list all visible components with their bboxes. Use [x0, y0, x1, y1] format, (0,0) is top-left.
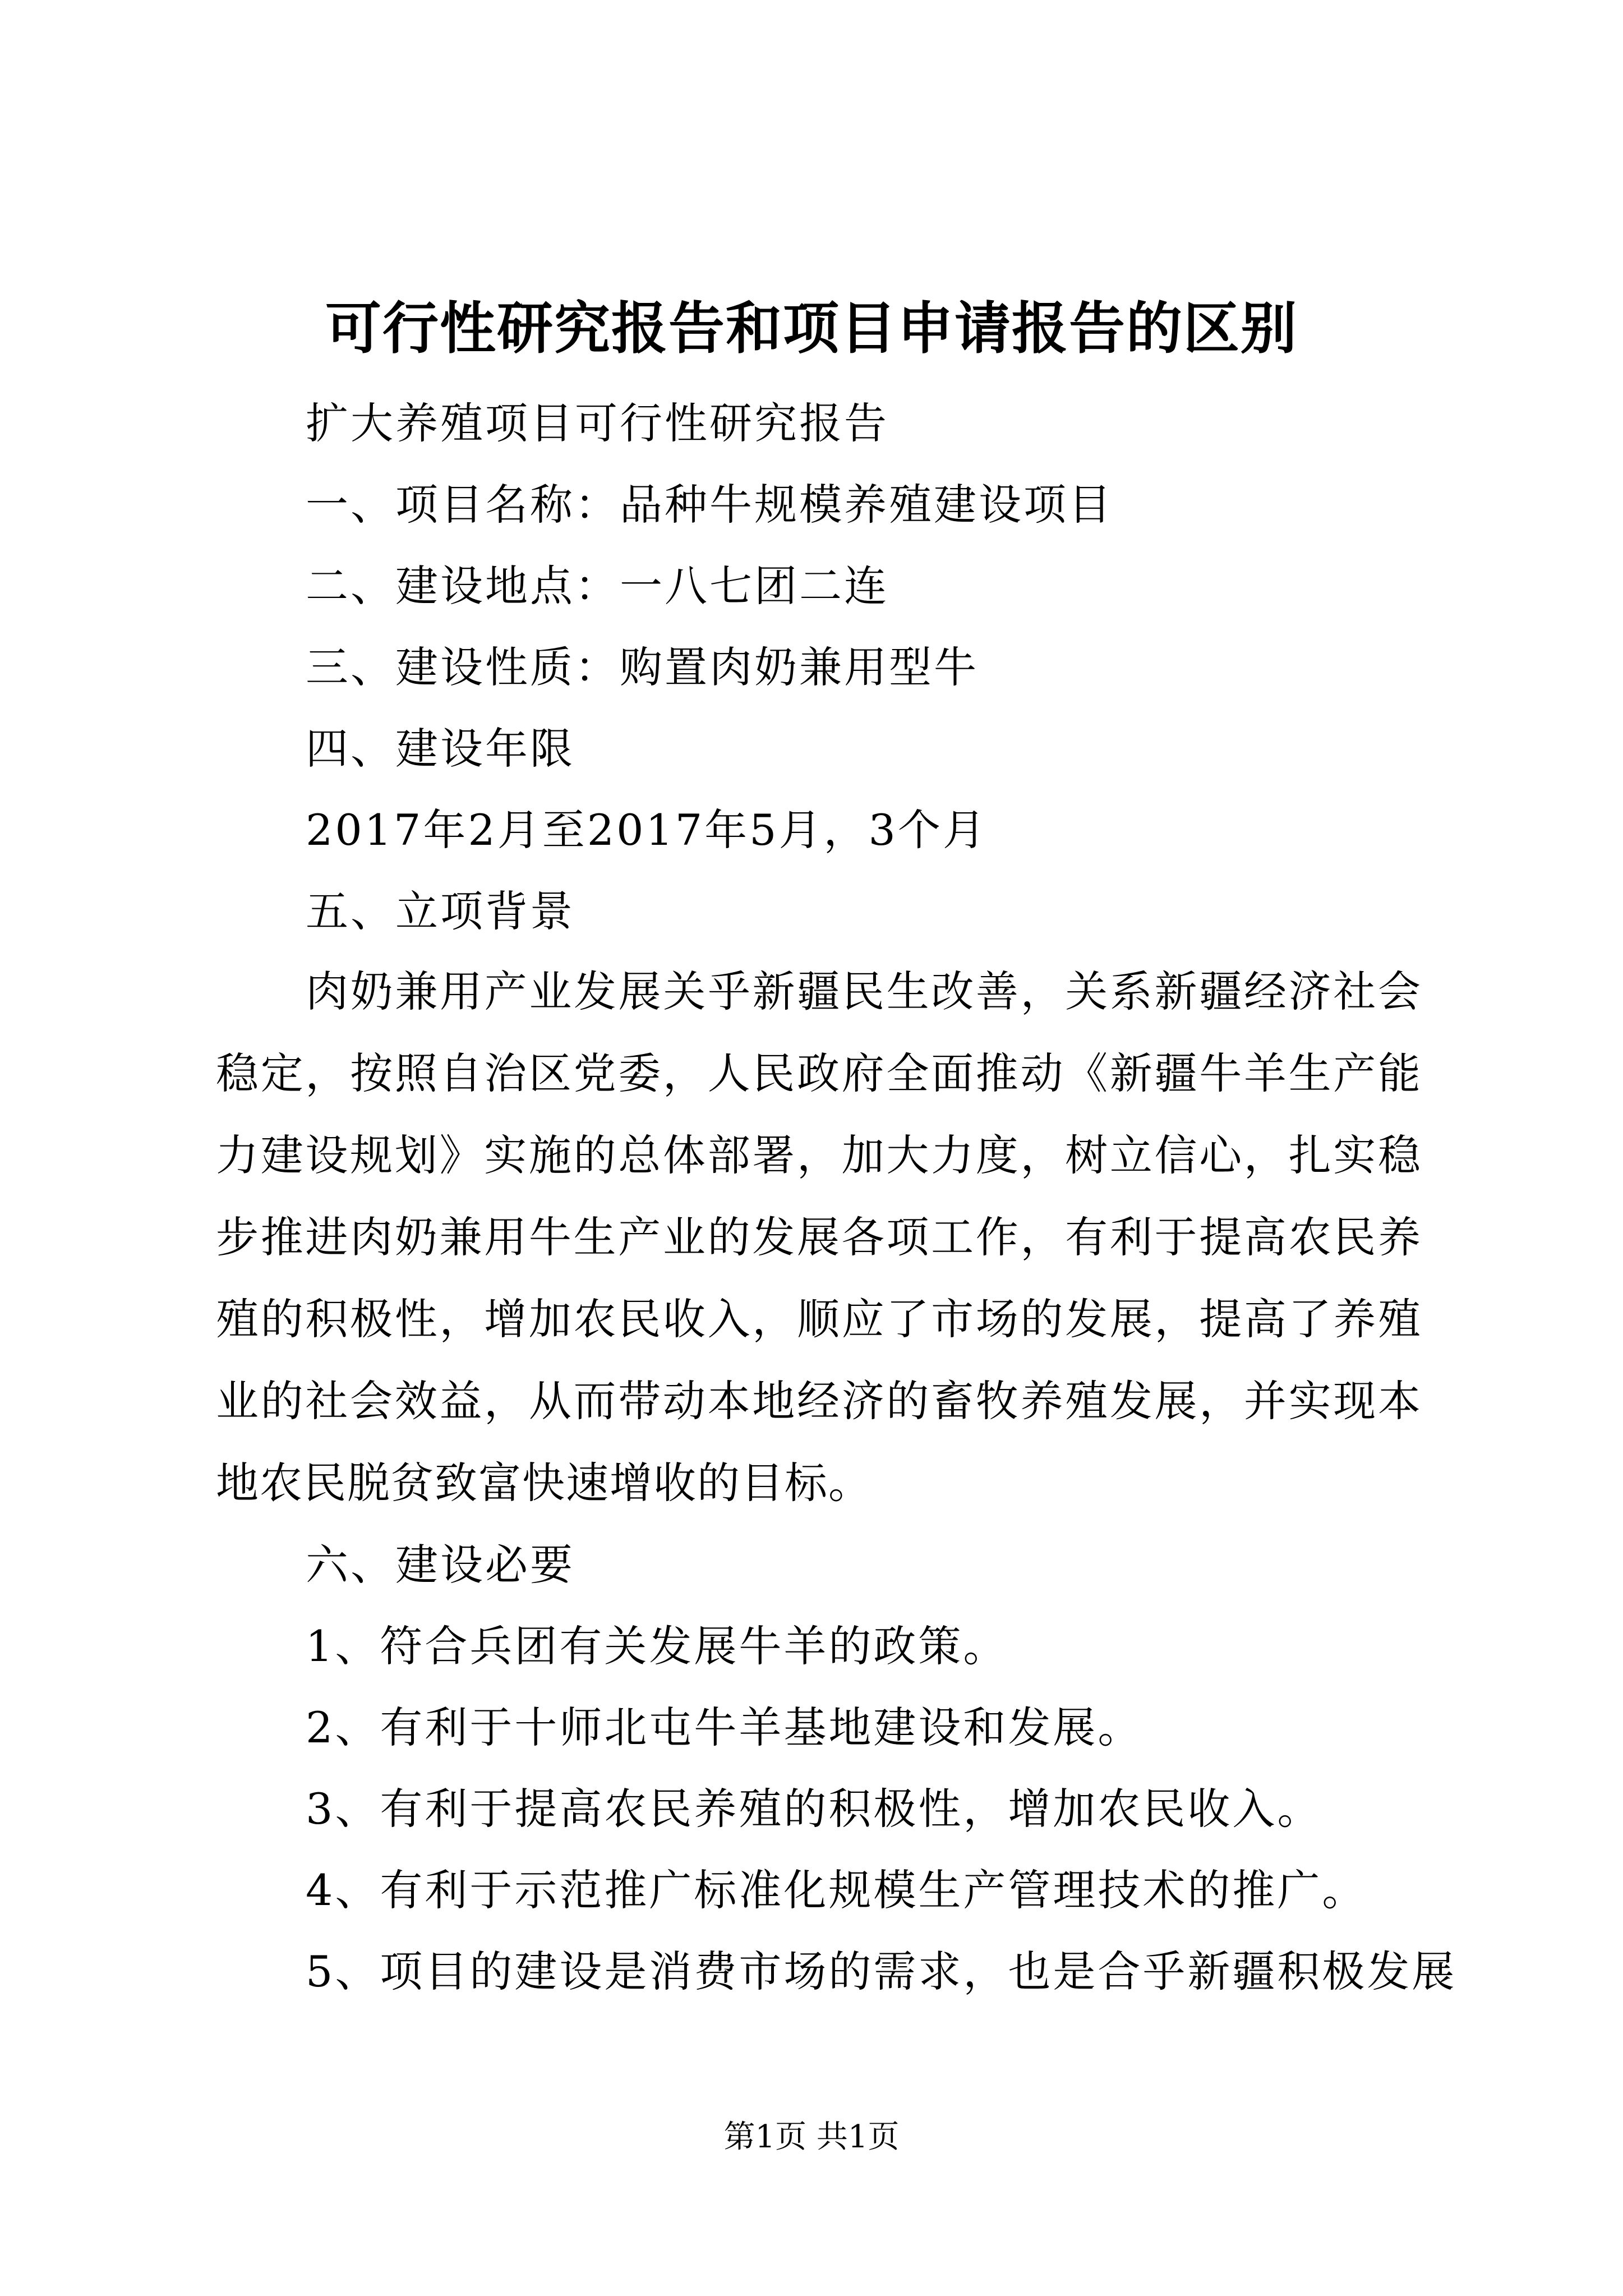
necessity-item-5: 5、项目的建设是消费市场的需求，也是合乎新疆积极发展: [306, 1947, 1457, 1996]
report-subtitle: 扩大养殖项目可行性研究报告: [306, 398, 889, 448]
section-nature: 三、建设性质：购置肉奶兼用型牛: [306, 642, 979, 692]
section-background-heading: 五、立项背景: [306, 886, 575, 936]
page-footer: 第1页 共1页: [723, 2119, 900, 2155]
section-necessity-heading: 六、建设必要: [306, 1540, 575, 1590]
section-project-name: 一、项目名称：品种牛规模养殖建设项目: [306, 480, 1113, 530]
document-title: 可行性研究报告和项目申请报告的区别: [325, 295, 1298, 361]
necessity-item-3: 3、有利于提高农民养殖的积极性，增加农民收入。: [306, 1784, 1322, 1834]
necessity-item-4: 4、有利于示范推广标准化规模生产管理技术的推广。: [306, 1865, 1367, 1915]
section-location: 二、建设地点：一八七团二连: [306, 561, 889, 611]
section-period-text: 2017年2月至2017年5月，3个月: [306, 805, 988, 855]
necessity-item-1: 1、符合兵团有关发展牛羊的政策。: [306, 1621, 1008, 1671]
necessity-item-2: 2、有利于十师北屯牛羊基地建设和发展。: [306, 1703, 1143, 1752]
section-period-heading: 四、建设年限: [306, 724, 575, 774]
background-paragraph: 肉奶兼用产业发展关乎新疆民生改善，关系新疆经济社会稳定，按照自治区党委，人民政府全面推动《新疆牛羊生产能力建设规划》实施的总体部署，加大力度，树立信心，扎实稳步推进肉奶兼用牛生产业的发展各项工作，有利于提高农民养殖的积极性，增加农民收入，顺应了市场的发展，提高了养殖业的社会效益，从而带动本地经济的畜牧养殖发展，并实现本地农民脱贫致富快速增收的目标。: [216, 967, 1422, 1508]
